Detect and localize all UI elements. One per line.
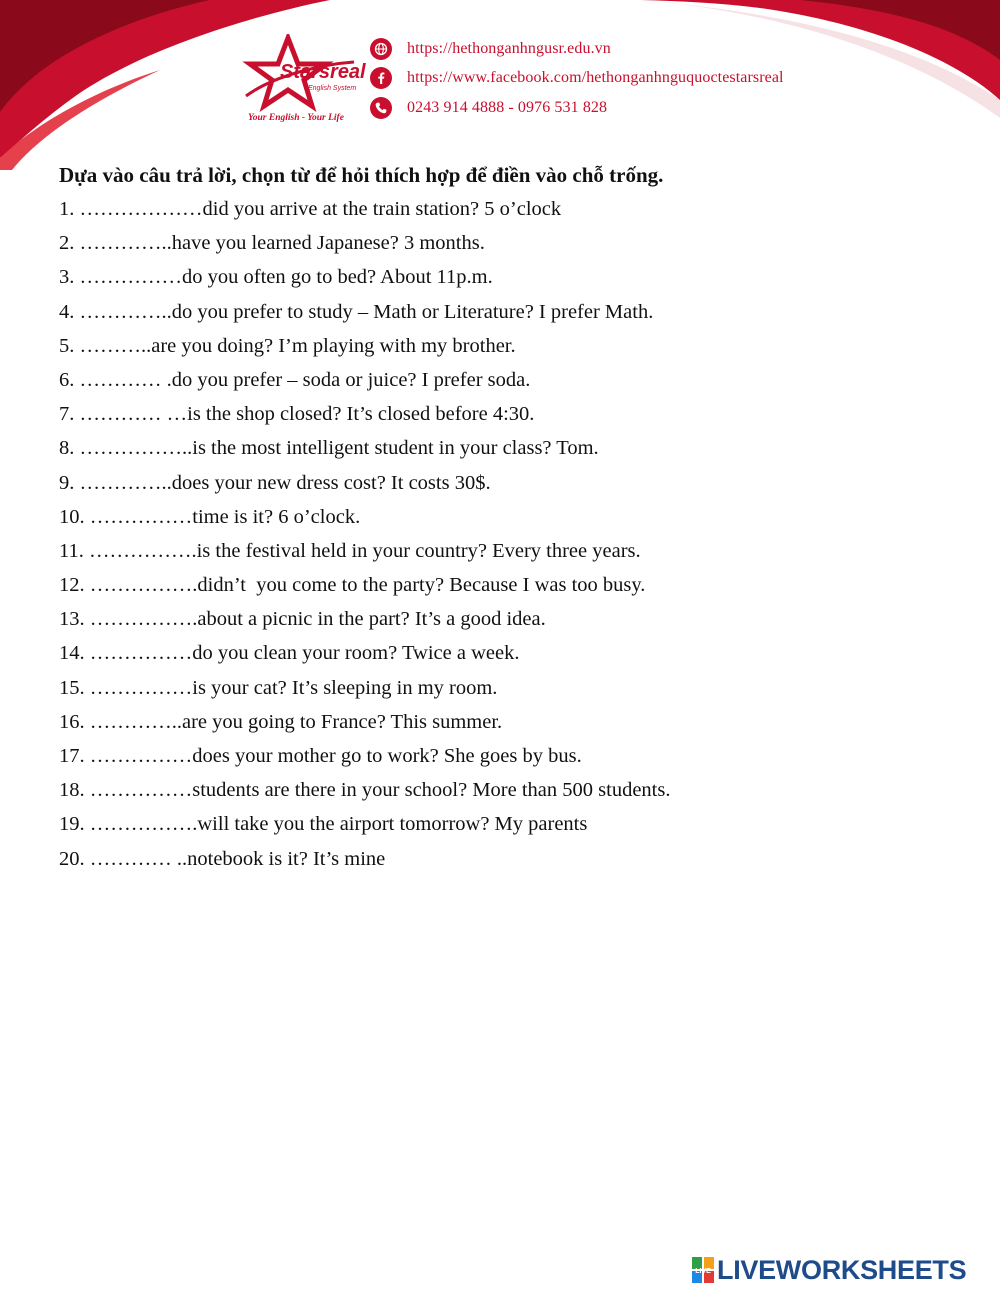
question-item: 17. ……………does your mother go to work? She goes by bus. <box>59 745 582 767</box>
question-item: 20. ………… ..notebook is it? It’s mine <box>59 847 386 870</box>
question-item: 12. …………….didn’t you come to the party? Because I was too busy. <box>59 574 646 597</box>
phone-numbers: 0243 914 4888 - 0976 531 828 <box>407 99 608 116</box>
question-item: 18. ……………students are there in your school? More than 500 students. <box>59 779 671 802</box>
live-badge-icon <box>692 1257 714 1283</box>
instruction-heading: Dựa vào câu trả lời, chọn từ để hỏi thích hợp để điền vào chỗ trống. <box>59 163 664 187</box>
question-item: 3. ……………do you often go to bed? About 11p.m. <box>59 266 493 289</box>
starsreal-logo <box>236 34 366 126</box>
brand-subtitle: English System <box>308 85 357 92</box>
question-item: 19. …………….will take you the airport tomorrow? My parents <box>59 813 588 836</box>
question-item: 15. ……………is your cat? It’s sleeping in my room. <box>59 676 498 699</box>
question-item: 13. …………….about a picnic in the part? It’s a good idea. <box>59 608 546 631</box>
contact-website[interactable] <box>370 36 611 62</box>
facebook-link[interactable]: https://www.facebook.com/hethonganhnguquoctestarsreal <box>407 69 784 86</box>
question-item: 11. …………….is the festival held in your country? Every three years. <box>59 539 641 562</box>
question-item: 7. ………… …is the shop closed? It’s closed before 4:30. <box>59 403 535 426</box>
question-item: 9. …………..does your new dress cost? It costs 30$. <box>59 471 491 494</box>
live-badge-text: LIVE <box>695 1268 711 1275</box>
brand-name: Starsreal <box>280 61 366 83</box>
phone-icon <box>370 97 392 119</box>
contact-phone[interactable] <box>370 95 607 121</box>
question-item: 10. ……………time is it? 6 o’clock. <box>59 505 361 528</box>
liveworksheets-logo[interactable] <box>692 1256 966 1284</box>
liveworksheets-wordmark: LIVEWORKSHEETS <box>717 1254 967 1285</box>
question-item: 4. …………..do you prefer to study – Math or Literature? I prefer Math. <box>59 300 654 323</box>
question-item: 2. …………..have you learned Japanese? 3 months. <box>59 232 485 255</box>
question-item: 5. ………..are you doing? I’m playing with my brother. <box>59 334 516 357</box>
brand-slogan: Your English - Your Life <box>248 113 344 123</box>
globe-icon <box>370 38 392 60</box>
facebook-icon <box>370 67 392 89</box>
question-item: 1. ………………did you arrive at the train station? 5 o’clock <box>59 198 562 220</box>
website-link[interactable]: https://hethonganhngusr.edu.vn <box>407 40 611 57</box>
question-item: 8. ……………..is the most intelligent student in your class? Tom. <box>59 437 599 460</box>
worksheet-body <box>59 160 959 878</box>
contact-facebook[interactable] <box>370 65 784 91</box>
question-item: 6. ………… .do you prefer – soda or juice? I prefer soda. <box>59 368 531 391</box>
question-item: 16. …………..are you going to France? This summer. <box>59 710 503 733</box>
question-item: 14. ……………do you clean your room? Twice a week. <box>59 642 520 665</box>
